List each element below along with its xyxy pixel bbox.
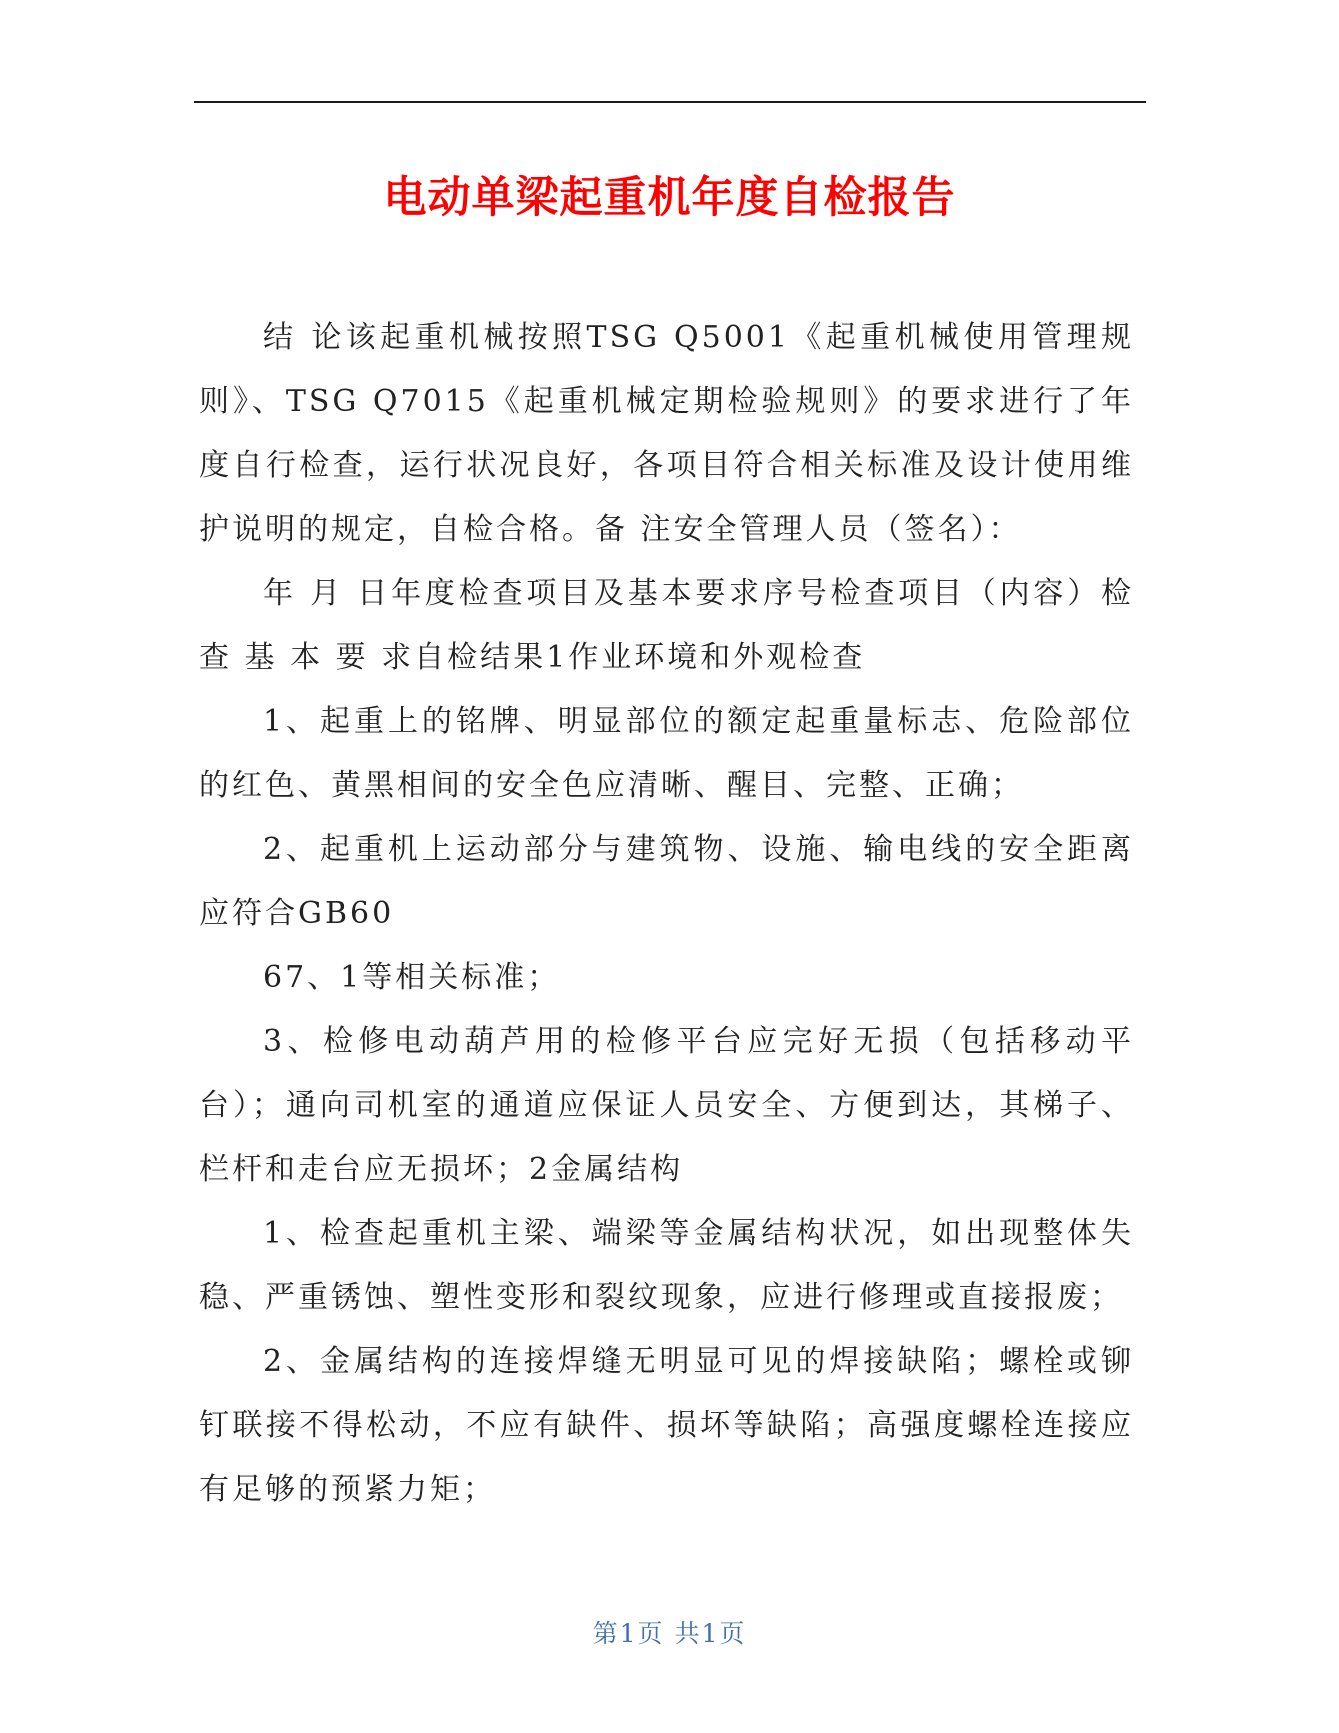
footer-suffix: 页	[719, 1619, 747, 1648]
footer-middle: 页 共	[637, 1619, 702, 1648]
paragraph-inspection-items: 年 月 日年度检查项目及基本要求序号检查项目（内容）检查 基 本 要 求自检结果1作业环境和外观检查	[199, 576, 1134, 675]
footer-total-pages: 1	[701, 1619, 720, 1648]
footer-current-page: 1	[619, 1619, 638, 1648]
paragraph-conclusion: 结 论该起重机械按照TSG Q5001《起重机械使用管理规则》、TSG Q7015《起重机械定期检验规则》的要求进行了年度自行检查，运行状况良好，各项目符合相关标准及设计使用维护说明的规定，自检合格。备 注安全管理人员（签名）：	[199, 320, 1134, 547]
paragraph-item-1-3: 3、检修电动葫芦用的检修平台应完好无损（包括移动平台）；通向司机室的通道应保证人员安全、方便到达，其梯子、栏杆和走台应无损坏；2金属结构	[199, 1024, 1134, 1187]
paragraph-item-1-2: 2、起重机上运动部分与建筑物、设施、输电线的安全距离应符合GB60	[199, 832, 1134, 931]
document-body	[199, 306, 1134, 1522]
paragraph-item-1-1: 1、起重上的铭牌、明显部位的额定起重量标志、危险部位的红色、黄黑相间的安全色应清晰、醒目、完整、正确；	[199, 704, 1134, 803]
document-title: 电动单梁起重机年度自检报告	[383, 173, 956, 223]
paragraph-item-2-2: 2、金属结构的连接焊缝无明显可见的焊接缺陷；螺栓或铆钉联接不得松动，不应有缺件、损坏等缺陷；高强度螺栓连接应有足够的预紧力矩；	[199, 1344, 1134, 1507]
page-footer	[0, 1617, 1339, 1651]
paragraph-item-2-1: 1、检查起重机主梁、端梁等金属结构状况，如出现整体失稳、严重锈蚀、塑性变形和裂纹现象，应进行修理或直接报废；	[199, 1216, 1134, 1315]
paragraph-item-1-2-cont: 67、1等相关标准；	[263, 960, 561, 995]
footer-prefix: 第	[592, 1619, 620, 1648]
header-rule	[194, 101, 1146, 103]
